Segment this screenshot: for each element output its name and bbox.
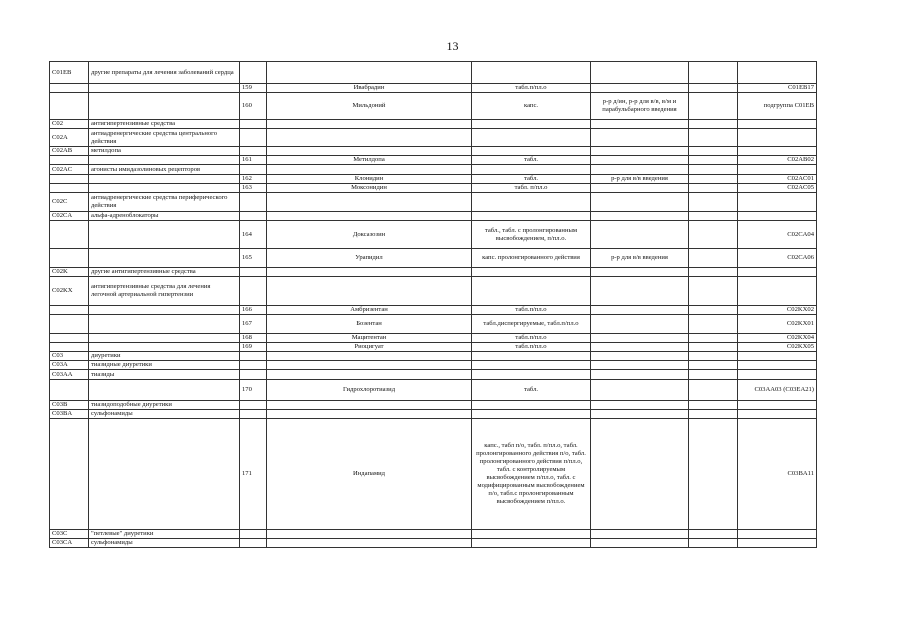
row-number-cell <box>240 370 267 380</box>
other-form-cell <box>689 193 738 212</box>
atc-reference-cell <box>738 370 817 380</box>
oral-form-cell <box>472 120 591 129</box>
row-number-cell: 170 <box>240 380 267 401</box>
other-form-cell <box>689 62 738 84</box>
atc-group-cell: другие препараты для лечения заболеваний сердца <box>89 62 240 84</box>
injection-form-cell <box>591 156 689 165</box>
atc-reference-cell: подгруппа C01EB <box>738 93 817 120</box>
atc-code-cell: C02 <box>50 120 89 129</box>
other-form-cell <box>689 539 738 548</box>
injection-form-cell <box>591 380 689 401</box>
drug-name-cell <box>267 129 472 147</box>
atc-code-cell: C02KX <box>50 277 89 306</box>
atc-group-cell <box>89 175 240 184</box>
atc-code-cell: C02K <box>50 268 89 277</box>
drug-name-cell: Гидрохлоротиазид <box>267 380 472 401</box>
row-number-cell <box>240 268 267 277</box>
atc-group-cell: агонисты имидазолиновых рецепторов <box>89 165 240 175</box>
other-form-cell <box>689 352 738 361</box>
atc-group-cell <box>89 419 240 530</box>
atc-code-cell <box>50 175 89 184</box>
drug-name-cell: Метилдопа <box>267 156 472 165</box>
oral-form-cell <box>472 193 591 212</box>
injection-form-cell <box>591 165 689 175</box>
atc-reference-cell: C02KX05 <box>738 343 817 352</box>
atc-group-cell <box>89 334 240 343</box>
atc-code-cell: C03CA <box>50 539 89 548</box>
table-row <box>50 306 817 315</box>
atc-group-cell: сульфонамиды <box>89 410 240 419</box>
row-number-cell: 164 <box>240 221 267 249</box>
atc-group-cell: антигипертензивные средства для лечения легочной артериальной гипертензии <box>89 277 240 306</box>
row-number-cell: 159 <box>240 84 267 93</box>
row-number-cell <box>240 129 267 147</box>
drug-name-cell: Мацитентан <box>267 334 472 343</box>
other-form-cell <box>689 129 738 147</box>
injection-form-cell <box>591 352 689 361</box>
drug-name-cell <box>267 165 472 175</box>
atc-reference-cell: C02AC05 <box>738 184 817 193</box>
table-row <box>50 212 817 221</box>
atc-group-cell: антиадренергические средства периферического действия <box>89 193 240 212</box>
drug-name-cell: Моксонидин <box>267 184 472 193</box>
atc-reference-cell <box>738 268 817 277</box>
drug-name-cell <box>267 361 472 370</box>
atc-group-cell <box>89 380 240 401</box>
table-row <box>50 175 817 184</box>
atc-reference-cell: C02CA06 <box>738 249 817 268</box>
table-row <box>50 93 817 120</box>
table-row <box>50 334 817 343</box>
injection-form-cell <box>591 419 689 530</box>
drug-name-cell <box>267 268 472 277</box>
row-number-cell <box>240 147 267 156</box>
atc-group-cell: тиазидные диуретики <box>89 361 240 370</box>
table-row <box>50 249 817 268</box>
row-number-cell: 169 <box>240 343 267 352</box>
atc-group-cell <box>89 343 240 352</box>
atc-code-cell <box>50 334 89 343</box>
atc-code-cell: C03B <box>50 401 89 410</box>
atc-reference-cell <box>738 120 817 129</box>
table-row <box>50 129 817 147</box>
table-row <box>50 165 817 175</box>
table-row <box>50 62 817 84</box>
table-row <box>50 343 817 352</box>
table-row <box>50 147 817 156</box>
atc-code-cell <box>50 156 89 165</box>
atc-code-cell <box>50 221 89 249</box>
drug-name-cell: Доксазозин <box>267 221 472 249</box>
atc-group-cell <box>89 249 240 268</box>
row-number-cell <box>240 530 267 539</box>
oral-form-cell <box>472 530 591 539</box>
oral-form-cell <box>472 352 591 361</box>
injection-form-cell: р-р д/ин, р-р для в/в, в/м и парабульбарного введения <box>591 93 689 120</box>
atc-code-cell: C02AC <box>50 165 89 175</box>
atc-code-cell <box>50 419 89 530</box>
row-number-cell: 167 <box>240 315 267 334</box>
atc-reference-cell: C02AC01 <box>738 175 817 184</box>
atc-reference-cell <box>738 129 817 147</box>
oral-form-cell: табл. <box>472 156 591 165</box>
other-form-cell <box>689 84 738 93</box>
atc-code-cell: C02AB <box>50 147 89 156</box>
drug-name-cell <box>267 277 472 306</box>
row-number-cell <box>240 352 267 361</box>
oral-form-cell <box>472 539 591 548</box>
atc-reference-cell: C03BA11 <box>738 419 817 530</box>
atc-reference-cell: C02KX01 <box>738 315 817 334</box>
atc-group-cell <box>89 184 240 193</box>
row-number-cell: 166 <box>240 306 267 315</box>
atc-reference-cell <box>738 193 817 212</box>
atc-code-cell <box>50 184 89 193</box>
atc-group-cell <box>89 306 240 315</box>
row-number-cell: 168 <box>240 334 267 343</box>
row-number-cell <box>240 120 267 129</box>
table-row <box>50 401 817 410</box>
injection-form-cell <box>591 184 689 193</box>
other-form-cell <box>689 277 738 306</box>
table-row <box>50 410 817 419</box>
atc-reference-cell <box>738 361 817 370</box>
drug-name-cell <box>267 62 472 84</box>
other-form-cell <box>689 156 738 165</box>
table-row <box>50 156 817 165</box>
injection-form-cell <box>591 129 689 147</box>
atc-code-cell: C03BA <box>50 410 89 419</box>
other-form-cell <box>689 530 738 539</box>
drug-name-cell <box>267 410 472 419</box>
injection-form-cell <box>591 147 689 156</box>
row-number-cell: 161 <box>240 156 267 165</box>
other-form-cell <box>689 165 738 175</box>
table-body <box>50 62 817 548</box>
oral-form-cell: табл. <box>472 175 591 184</box>
atc-code-cell <box>50 249 89 268</box>
atc-group-cell <box>89 221 240 249</box>
row-number-cell <box>240 193 267 212</box>
atc-reference-cell <box>738 401 817 410</box>
injection-form-cell <box>591 334 689 343</box>
other-form-cell <box>689 306 738 315</box>
oral-form-cell: табл.п/пл.о <box>472 334 591 343</box>
atc-reference-cell <box>738 539 817 548</box>
atc-group-cell <box>89 315 240 334</box>
atc-code-cell <box>50 306 89 315</box>
other-form-cell <box>689 184 738 193</box>
other-form-cell <box>689 401 738 410</box>
table-row <box>50 361 817 370</box>
atc-reference-cell: C02AB02 <box>738 156 817 165</box>
atc-code-cell: C02C <box>50 193 89 212</box>
oral-form-cell: капс. пролонгированного действия <box>472 249 591 268</box>
injection-form-cell <box>591 193 689 212</box>
other-form-cell <box>689 315 738 334</box>
injection-form-cell <box>591 84 689 93</box>
oral-form-cell: табл.п/пл.о <box>472 306 591 315</box>
row-number-cell: 163 <box>240 184 267 193</box>
row-number-cell: 162 <box>240 175 267 184</box>
table-row <box>50 370 817 380</box>
oral-form-cell: табл.п/пл.о <box>472 84 591 93</box>
atc-reference-cell <box>738 410 817 419</box>
injection-form-cell <box>591 212 689 221</box>
atc-group-cell: метилдопа <box>89 147 240 156</box>
atc-code-cell: C03 <box>50 352 89 361</box>
table-row <box>50 539 817 548</box>
drug-list-table <box>49 61 817 548</box>
atc-reference-cell <box>738 147 817 156</box>
atc-reference-cell <box>738 62 817 84</box>
atc-code-cell <box>50 315 89 334</box>
atc-group-cell <box>89 156 240 165</box>
other-form-cell <box>689 380 738 401</box>
row-number-cell: 171 <box>240 419 267 530</box>
injection-form-cell <box>591 268 689 277</box>
table-row <box>50 120 817 129</box>
table-row <box>50 193 817 212</box>
row-number-cell <box>240 401 267 410</box>
other-form-cell <box>689 268 738 277</box>
atc-group-cell: антиадренергические средства центрального действия <box>89 129 240 147</box>
atc-code-cell: C02CA <box>50 212 89 221</box>
drug-name-cell: Ивабрадин <box>267 84 472 93</box>
row-number-cell <box>240 277 267 306</box>
oral-form-cell <box>472 410 591 419</box>
table-row <box>50 530 817 539</box>
atc-code-cell <box>50 380 89 401</box>
row-number-cell <box>240 539 267 548</box>
table-row <box>50 184 817 193</box>
other-form-cell <box>689 410 738 419</box>
other-form-cell <box>689 361 738 370</box>
injection-form-cell <box>591 277 689 306</box>
atc-code-cell <box>50 84 89 93</box>
other-form-cell <box>689 221 738 249</box>
atc-code-cell: C02A <box>50 129 89 147</box>
table-row <box>50 84 817 93</box>
oral-form-cell <box>472 277 591 306</box>
other-form-cell <box>689 334 738 343</box>
atc-code-cell <box>50 343 89 352</box>
oral-form-cell <box>472 361 591 370</box>
injection-form-cell <box>591 370 689 380</box>
atc-reference-cell <box>738 277 817 306</box>
table-row <box>50 419 817 530</box>
table-row <box>50 352 817 361</box>
atc-group-cell: антигипертензивные средства <box>89 120 240 129</box>
oral-form-cell <box>472 212 591 221</box>
atc-reference-cell <box>738 530 817 539</box>
other-form-cell <box>689 343 738 352</box>
atc-reference-cell <box>738 212 817 221</box>
atc-reference-cell: C02KX02 <box>738 306 817 315</box>
atc-reference-cell <box>738 165 817 175</box>
row-number-cell: 165 <box>240 249 267 268</box>
drug-name-cell: Индапамид <box>267 419 472 530</box>
drug-name-cell <box>267 352 472 361</box>
atc-group-cell: "петлевые" диуретики <box>89 530 240 539</box>
oral-form-cell <box>472 62 591 84</box>
injection-form-cell: р-р для в/в введения <box>591 175 689 184</box>
row-number-cell <box>240 165 267 175</box>
page-number: 13 <box>446 39 459 53</box>
injection-form-cell <box>591 361 689 370</box>
atc-group-cell: тиазидоподобные диуретики <box>89 401 240 410</box>
atc-code-cell: C03AA <box>50 370 89 380</box>
oral-form-cell: табл.п/пл.о <box>472 343 591 352</box>
other-form-cell <box>689 93 738 120</box>
atc-code-cell <box>50 93 89 120</box>
other-form-cell <box>689 120 738 129</box>
other-form-cell <box>689 212 738 221</box>
oral-form-cell: табл., табл. с пролонгированным высвобождением, п/пл.о. <box>472 221 591 249</box>
injection-form-cell <box>591 221 689 249</box>
other-form-cell <box>689 147 738 156</box>
injection-form-cell <box>591 410 689 419</box>
injection-form-cell <box>591 315 689 334</box>
drug-name-cell <box>267 401 472 410</box>
atc-group-cell <box>89 93 240 120</box>
other-form-cell <box>689 175 738 184</box>
atc-reference-cell: C01EB17 <box>738 84 817 93</box>
atc-group-cell: тиазиды <box>89 370 240 380</box>
injection-form-cell <box>591 343 689 352</box>
table-row <box>50 221 817 249</box>
oral-form-cell <box>472 165 591 175</box>
oral-form-cell <box>472 129 591 147</box>
oral-form-cell <box>472 147 591 156</box>
atc-code-cell: C03C <box>50 530 89 539</box>
drug-name-cell <box>267 370 472 380</box>
oral-form-cell: капс., табл п/о, табл. п/пл.о, табл. пролонгированного действия п/о, табл. пролонгированного действия п/пл.о, табл. с контролируемым высвобождением п/пл.о, табл. с модифицированным высвобождением п/о, табл.с пролонгированным высвобождением п/пл.о. <box>472 419 591 530</box>
table-row <box>50 268 817 277</box>
atc-reference-cell <box>738 352 817 361</box>
atc-code-cell: C03A <box>50 361 89 370</box>
row-number-cell: 160 <box>240 93 267 120</box>
oral-form-cell <box>472 370 591 380</box>
injection-form-cell: р-р для в/в введения <box>591 249 689 268</box>
injection-form-cell <box>591 62 689 84</box>
other-form-cell <box>689 419 738 530</box>
atc-code-cell: C01EB <box>50 62 89 84</box>
other-form-cell <box>689 370 738 380</box>
table-row <box>50 315 817 334</box>
atc-reference-cell: C02CA04 <box>738 221 817 249</box>
row-number-cell <box>240 62 267 84</box>
oral-form-cell <box>472 268 591 277</box>
oral-form-cell: капс. <box>472 93 591 120</box>
oral-form-cell: табл.диспергируемые, табл.п/пл.о <box>472 315 591 334</box>
oral-form-cell: табл. п/пл.о <box>472 184 591 193</box>
atc-reference-cell: C02KX04 <box>738 334 817 343</box>
drug-name-cell <box>267 212 472 221</box>
injection-form-cell <box>591 120 689 129</box>
injection-form-cell <box>591 530 689 539</box>
drug-name-cell <box>267 193 472 212</box>
drug-name-cell: Бозентан <box>267 315 472 334</box>
drug-name-cell: Клонидин <box>267 175 472 184</box>
row-number-cell <box>240 361 267 370</box>
drug-name-cell: Амбризентан <box>267 306 472 315</box>
drug-name-cell <box>267 530 472 539</box>
injection-form-cell <box>591 401 689 410</box>
drug-name-cell: Мильдоний <box>267 93 472 120</box>
atc-group-cell: диуретики <box>89 352 240 361</box>
atc-group-cell: сульфонамиды <box>89 539 240 548</box>
drug-name-cell: Риоцигуат <box>267 343 472 352</box>
atc-group-cell: другие антигипертензивные средства <box>89 268 240 277</box>
atc-reference-cell: C03AA03 (C03EA21) <box>738 380 817 401</box>
other-form-cell <box>689 249 738 268</box>
drug-name-cell <box>267 147 472 156</box>
table-row <box>50 277 817 306</box>
atc-group-cell: альфа-адреноблокаторы <box>89 212 240 221</box>
injection-form-cell <box>591 539 689 548</box>
atc-group-cell <box>89 84 240 93</box>
oral-form-cell: табл. <box>472 380 591 401</box>
drug-name-cell <box>267 539 472 548</box>
drug-name-cell: Урапидил <box>267 249 472 268</box>
row-number-cell <box>240 410 267 419</box>
drug-name-cell <box>267 120 472 129</box>
oral-form-cell <box>472 401 591 410</box>
table-row <box>50 380 817 401</box>
injection-form-cell <box>591 306 689 315</box>
row-number-cell <box>240 212 267 221</box>
